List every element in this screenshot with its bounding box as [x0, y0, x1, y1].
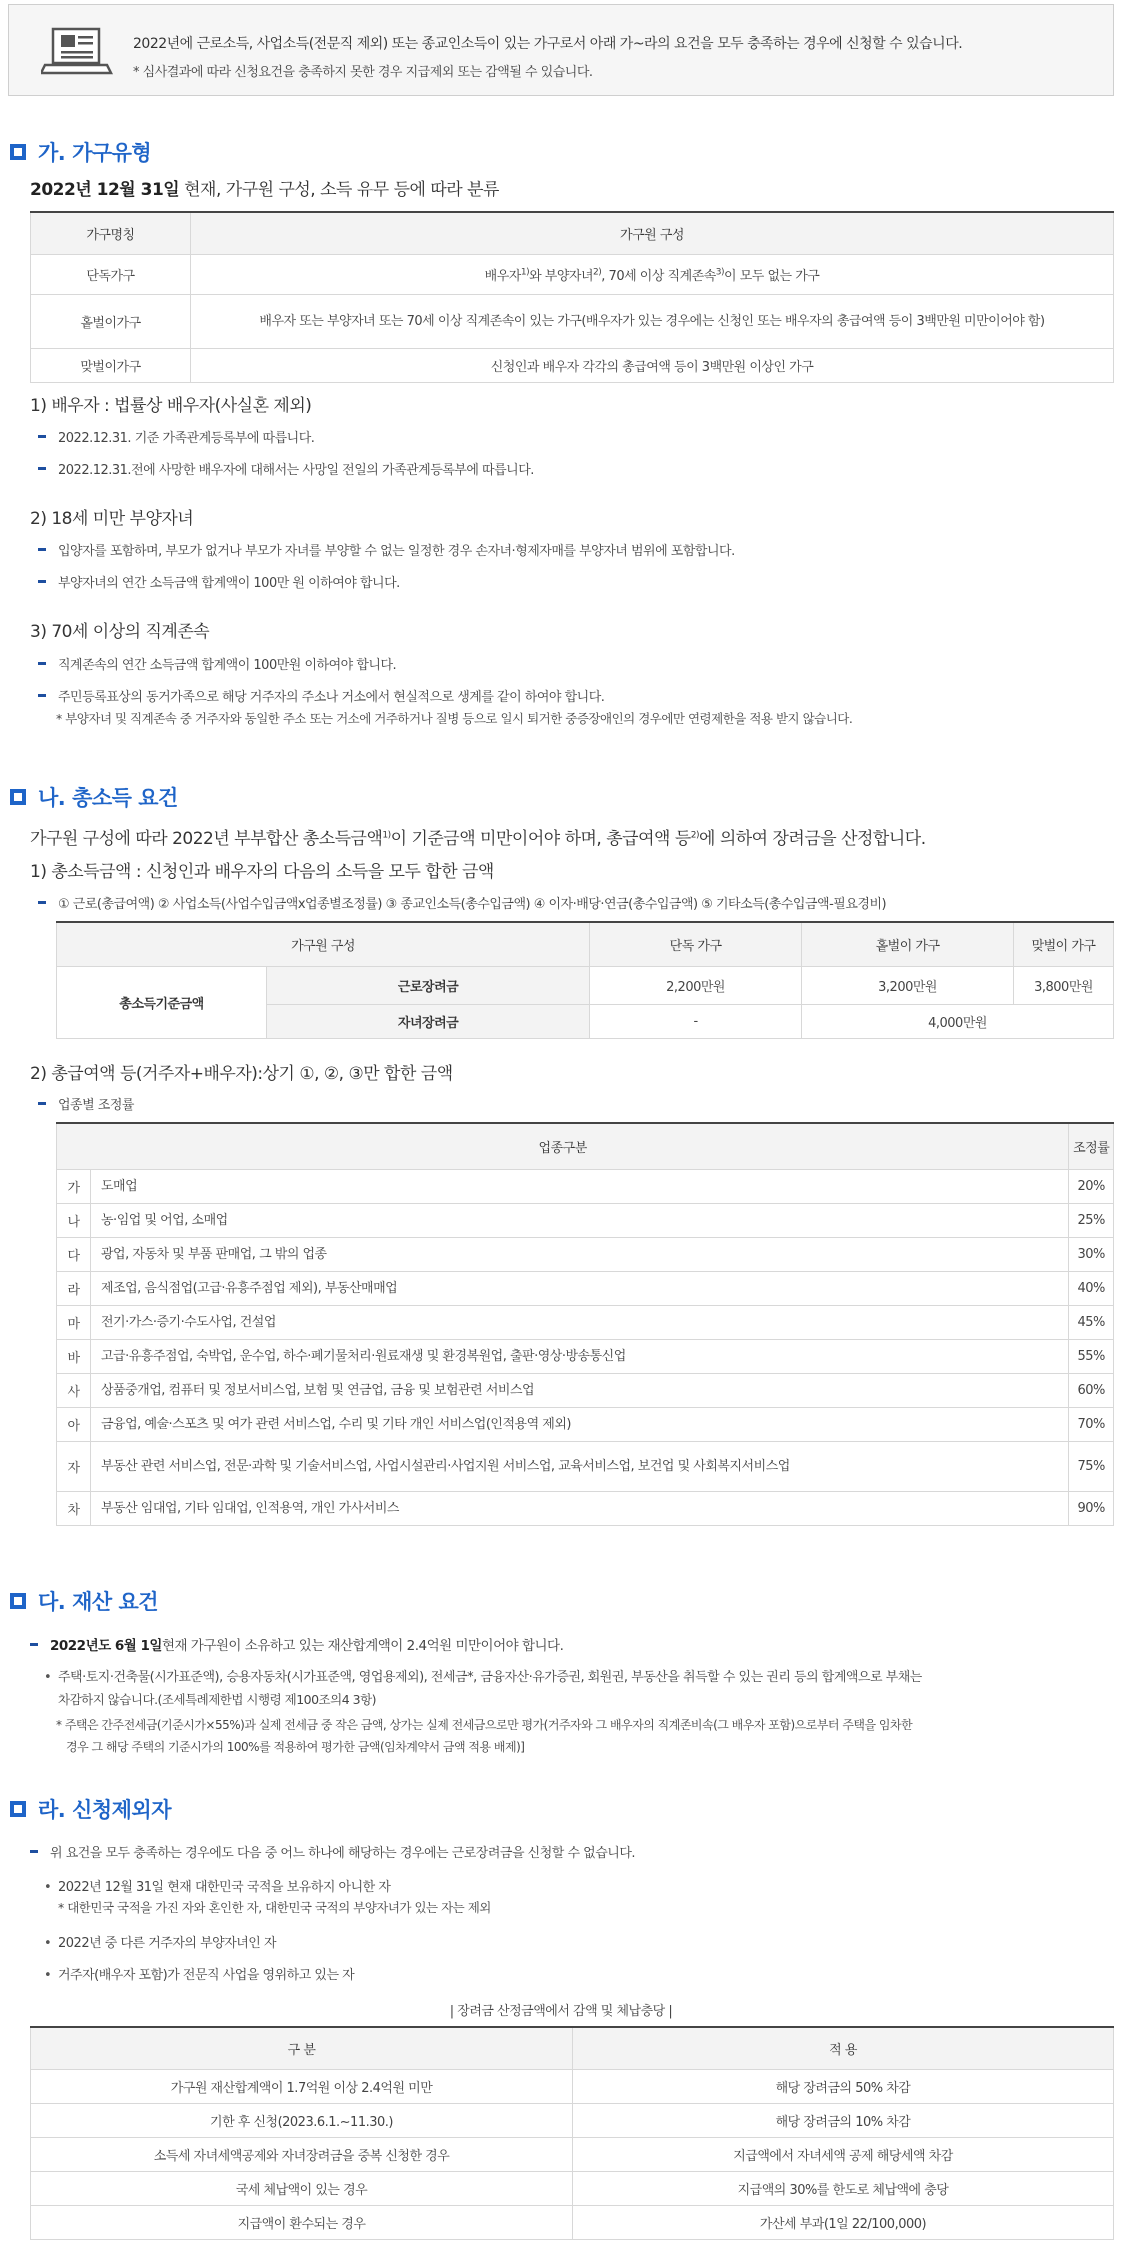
row-letter: 마: [57, 1305, 91, 1339]
exclusion-item: • 2022년 중 다른 거주자의 부양자녀인 자: [44, 1932, 276, 1951]
note-spouse-title: 1) 배우자 : 법률상 배우자(사실혼 제외): [30, 396, 312, 416]
total-income-title: 1) 총소득금액 : 신청인과 배우자의 다음의 소득을 모두 합한 금액: [30, 862, 494, 882]
property-line: 2022년도 6월 1일 현재 가구원이 소유하고 있는 재산합계액이 2.4억원 미만이어야 합니다.: [30, 1634, 563, 1654]
reduction-case: 기한 후 신청(2023.6.1.~11.30.): [31, 2103, 573, 2137]
income-threshold-table: [56, 921, 1114, 1039]
table-cell: 3,800만원: [1014, 966, 1114, 1004]
notice-box: [8, 4, 1114, 96]
dash-icon: [38, 435, 46, 438]
table-header: 조정률: [1069, 1123, 1114, 1169]
exclusion-lead: 위 요건을 모두 충족하는 경우에도 다음 중 어느 하나에 해당하는 경우에는 근로장려금을 신청할 수 없습니다.: [30, 1842, 635, 1861]
table-row: [57, 1491, 1114, 1525]
table-cell: 2,200만원: [590, 966, 802, 1004]
laptop-document-icon: [41, 23, 113, 79]
table-header: 구 분: [31, 2027, 573, 2069]
section-title-text: 다. 재산 요건: [38, 1590, 159, 1614]
property-note-2: * 주택은 간주전세금(기준시가×55%)과 실제 전세금 중 작은 금액, 상가는 실제 전세금으로만 평가(거주자와 그 배우자의 직계존비속(그 배우자 포함)으로부터 주택을 임차한 경우 그 해당 주택의 기준시가의 100%를 적용하여 평가한 금액(임차계약서 금액 적용 배제)]: [56, 1718, 913, 1754]
section-title-property: [10, 1586, 158, 1616]
section-square-icon: [10, 1801, 26, 1817]
table-row: [57, 1407, 1114, 1441]
row-letter: 가: [57, 1169, 91, 1203]
dash-icon: [38, 901, 46, 904]
section-title-text: 라. 신청제외자: [38, 1798, 172, 1822]
total-wage-title: 2) 총급여액 등(거주자+배우자):상기 ①, ②, ③만 합한 금액: [30, 1064, 453, 1084]
exclusion-note: * 대한민국 국적을 가진 자와 혼인한 자, 대한민국 국적의 부양자녀가 있는 자는 제외: [58, 1900, 491, 1915]
adjust-rate: 70%: [1069, 1407, 1114, 1441]
reduction-case: 국세 체납액이 있는 경우: [31, 2171, 573, 2205]
table-header: 업종구분: [57, 1123, 1069, 1169]
notice-line-1: 2022년에 근로소득, 사업소득(전문직 제외) 또는 종교인소득이 있는 가구로서 아래 가~라의 요건을 모두 충족하는 경우에 신청할 수 있습니다.: [133, 36, 963, 52]
section-square-icon: [10, 1593, 26, 1609]
reduction-apply: 가산세 부과(1일 22/100,000): [573, 2205, 1114, 2239]
section-title-exclusions: [10, 1794, 171, 1824]
reduction-case: 가구원 재산합계액이 1.7억원 이상 2.4억원 미만: [31, 2069, 573, 2103]
table-row: [57, 1169, 1114, 1203]
table-row: [57, 966, 1114, 1004]
adjust-rate: 60%: [1069, 1373, 1114, 1407]
table-row: [31, 2205, 1114, 2239]
table-header: 단독 가구: [590, 922, 802, 966]
dash-icon: [38, 467, 46, 470]
note-elder-title: 3) 70세 이상의 직계존속: [30, 622, 210, 642]
bullet-item: 2022.12.31. 기준 가족관계등록부에 따릅니다.: [38, 427, 314, 446]
section-title-text: 나. 총소득 요건: [38, 786, 178, 810]
reduction-apply: 지급액의 30%를 한도로 체납액에 충당: [573, 2171, 1114, 2205]
bullet-item: 입양자를 포함하며, 부모가 없거나 부모가 자녀를 부양할 수 없는 일정한 경우 손자녀·형제자매를 부양자녀 범위에 포함합니다.: [38, 540, 735, 559]
adjust-rate: 25%: [1069, 1203, 1114, 1237]
industry-name: 광업, 자동차 및 부품 판매업, 그 밖의 업종: [91, 1237, 1069, 1271]
reduction-table: [30, 2026, 1114, 2240]
table-header: 적 용: [573, 2027, 1114, 2069]
industry-name: 제조업, 음식점업(고급·유흥주점업 제외), 부동산매매업: [91, 1271, 1069, 1305]
industry-name: 상품중개업, 컴퓨터 및 정보서비스업, 보험 및 연금업, 금융 및 보험관련 서비스업: [91, 1373, 1069, 1407]
section-square-icon: [10, 789, 26, 805]
adjust-rate: 45%: [1069, 1305, 1114, 1339]
dash-icon: [38, 662, 46, 665]
table-cell: 배우자 또는 부양자녀 또는 70세 이상 직계존속이 있는 가구(배우자가 있는 경우에는 신청인 또는 배우자의 총급여액 등이 3백만원 미만이어야 함): [191, 294, 1114, 348]
industry-name: 도매업: [91, 1169, 1069, 1203]
dash-icon: [38, 580, 46, 583]
table-cell: 단독가구: [31, 254, 191, 294]
exclusion-item: • 2022년 12월 31일 현재 대한민국 국적을 보유하지 아니한 자: [44, 1876, 390, 1895]
table-row: [57, 1373, 1114, 1407]
reduction-apply: 해당 장려금의 10% 차감: [573, 2103, 1114, 2137]
industry-name: 부동산 임대업, 기타 임대업, 인적용역, 개인 가사서비스: [91, 1491, 1069, 1525]
table-header: 가구원 구성: [57, 922, 590, 966]
table-cell: 3,200만원: [802, 966, 1014, 1004]
table-cell: 배우자$^{1)}$와 부양자녀$^{2)}$, 70세 이상 직계존속$^{3)}$이 모두 없는 가구: [191, 254, 1114, 294]
reduction-apply: 지급액에서 자녀세액 공제 해당세액 차감: [573, 2137, 1114, 2171]
industry-name: 부동산 관련 서비스업, 전문·과학 및 기술서비스업, 사업시설관리·사업지원 서비스업, 교육서비스업, 보건업 및 사회복지서비스업: [91, 1441, 1069, 1491]
exclusion-item: • 거주자(배우자 포함)가 전문직 사업을 영위하고 있는 자: [44, 1964, 354, 1983]
table-row: [57, 1271, 1114, 1305]
industry-name: 금융업, 예술·스포츠 및 여가 관련 서비스업, 수리 및 기타 개인 서비스업(인적용역 제외): [91, 1407, 1069, 1441]
notice-line-2: * 심사결과에 따라 신청요건을 충족하지 못한 경우 지급제외 또는 감액될 수 있습니다.: [133, 65, 593, 80]
table-cell: 홑벌이가구: [31, 294, 191, 348]
bullet-item: 부양자녀의 연간 소득금액 합계액이 100만 원 이하여야 합니다.: [38, 572, 400, 591]
row-letter: 자: [57, 1441, 91, 1491]
table-header: 맞벌이 가구: [1014, 922, 1114, 966]
note-child-title: 2) 18세 미만 부양자녀: [30, 509, 194, 529]
adjust-rate: 40%: [1069, 1271, 1114, 1305]
adjust-rate: 75%: [1069, 1441, 1114, 1491]
section-title-text: 가. 가구유형: [38, 141, 152, 165]
bullet-item: 주민등록표상의 동거가족으로 해당 거주자의 주소나 거소에서 현실적으로 생계를 같이 하여야 합니다.: [38, 686, 604, 705]
table-header: 홑벌이 가구: [802, 922, 1014, 966]
bullet-item: 업종별 조정률: [38, 1094, 134, 1113]
table-header: 가구원 구성: [191, 212, 1114, 254]
industry-name: 고급·유흥주점업, 숙박업, 운수업, 하수·폐기물처리·원료재생 및 환경복원업, 출판·영상·방송통신업: [91, 1339, 1069, 1373]
household-type-table: [30, 211, 1114, 383]
row-header: 자녀장려금: [267, 1004, 590, 1038]
bullet-item: ① 근로(총급여액) ② 사업소득(사업수입금액x업종별조정률) ③ 종교인소득(총수입금액) ④ 이자·배당·연금(총수입금액) ⑤ 기타소득(총수입금액-필요경비): [38, 893, 886, 912]
table-row: [31, 2137, 1114, 2171]
table-row: [31, 2171, 1114, 2205]
property-note-1: • 주택·토지·건축물(시가표준액), 승용자동차(시가표준액, 영업용제외), 전세금*, 금융자산·유가증권, 회원권, 부동산을 취득할 수 있는 권리 등의 합계액으로 부채는 차감하지 않습니다.(조세특례제한법 시행령 제100조의4 3항): [44, 1666, 922, 1711]
table-row: [31, 2103, 1114, 2137]
table-cell: -: [590, 1004, 802, 1038]
section-title-household-type: [10, 137, 151, 167]
reduction-apply: 해당 장려금의 50% 차감: [573, 2069, 1114, 2103]
reduction-case: 소득세 자녀세액공제와 자녀장려금을 중복 신청한 경우: [31, 2137, 573, 2171]
table-row: [31, 294, 1114, 348]
row-letter: 나: [57, 1203, 91, 1237]
dash-icon: [38, 1102, 46, 1105]
row-header: 총소득기준금액: [57, 966, 267, 1038]
bullet-item: 2022.12.31.전에 사망한 배우자에 대해서는 사망일 전일의 가족관계등록부에 따릅니다.: [38, 459, 534, 478]
dash-icon: [38, 694, 46, 697]
row-letter: 사: [57, 1373, 91, 1407]
adjust-rate: 30%: [1069, 1237, 1114, 1271]
dash-icon: [30, 1850, 38, 1853]
table-header: 가구명칭: [31, 212, 191, 254]
adjust-rate: 90%: [1069, 1491, 1114, 1525]
section-square-icon: [10, 144, 26, 160]
table-row: [31, 2069, 1114, 2103]
subline-rest: 현재, 가구원 구성, 소득 유무 등에 따라 분류: [179, 180, 499, 200]
table-cell: 4,000만원: [802, 1004, 1114, 1038]
table-row: [57, 1339, 1114, 1373]
section-title-income: [10, 782, 178, 812]
page: [0, 4, 1122, 2255]
dash-icon: [38, 548, 46, 551]
industry-rate-table: [56, 1122, 1114, 1526]
table-row: [57, 1441, 1114, 1491]
table-row: [57, 1203, 1114, 1237]
table-cell: 신청인과 배우자 각각의 총급여액 등이 3백만원 이상인 가구: [191, 348, 1114, 382]
bullet-item: 직계존속의 연간 소득금액 합계액이 100만원 이하여야 합니다.: [38, 654, 396, 673]
table-row: [31, 348, 1114, 382]
row-letter: 다: [57, 1237, 91, 1271]
adjust-rate: 20%: [1069, 1169, 1114, 1203]
table-row: [31, 254, 1114, 294]
row-letter: 라: [57, 1271, 91, 1305]
household-subline: [30, 175, 499, 200]
reduction-case: 지급액이 환수되는 경우: [31, 2205, 573, 2239]
industry-name: 전기·가스·증기·수도사업, 건설업: [91, 1305, 1069, 1339]
row-letter: 아: [57, 1407, 91, 1441]
row-header: 근로장려금: [267, 966, 590, 1004]
income-intro: 가구원 구성에 따라 2022년 부부합산 총소득금액$^{1)}$이 기준금액 미만이어야 하며, 총급여액 등$^{2)}$에 의하여 장려금을 산정합니다.: [30, 829, 926, 849]
subline-date: 2022년 12월 31일: [30, 180, 180, 200]
industry-name: 농·임업 및 어업, 소매업: [91, 1203, 1069, 1237]
adjust-rate: 55%: [1069, 1339, 1114, 1373]
table-row: [57, 1237, 1114, 1271]
table-row: [57, 1305, 1114, 1339]
dash-icon: [30, 1643, 38, 1646]
row-letter: 바: [57, 1339, 91, 1373]
reduction-caption: | 장려금 산정금액에서 감액 및 체납충당 |: [449, 2004, 673, 2019]
elder-note: * 부양자녀 및 직계존속 중 거주자와 동일한 주소 또는 거소에 거주하거나 질병 등으로 일시 퇴거한 중증장애인의 경우에만 연령제한을 적용 받지 않습니다.: [56, 711, 853, 726]
table-cell: 맞벌이가구: [31, 348, 191, 382]
row-letter: 차: [57, 1491, 91, 1525]
